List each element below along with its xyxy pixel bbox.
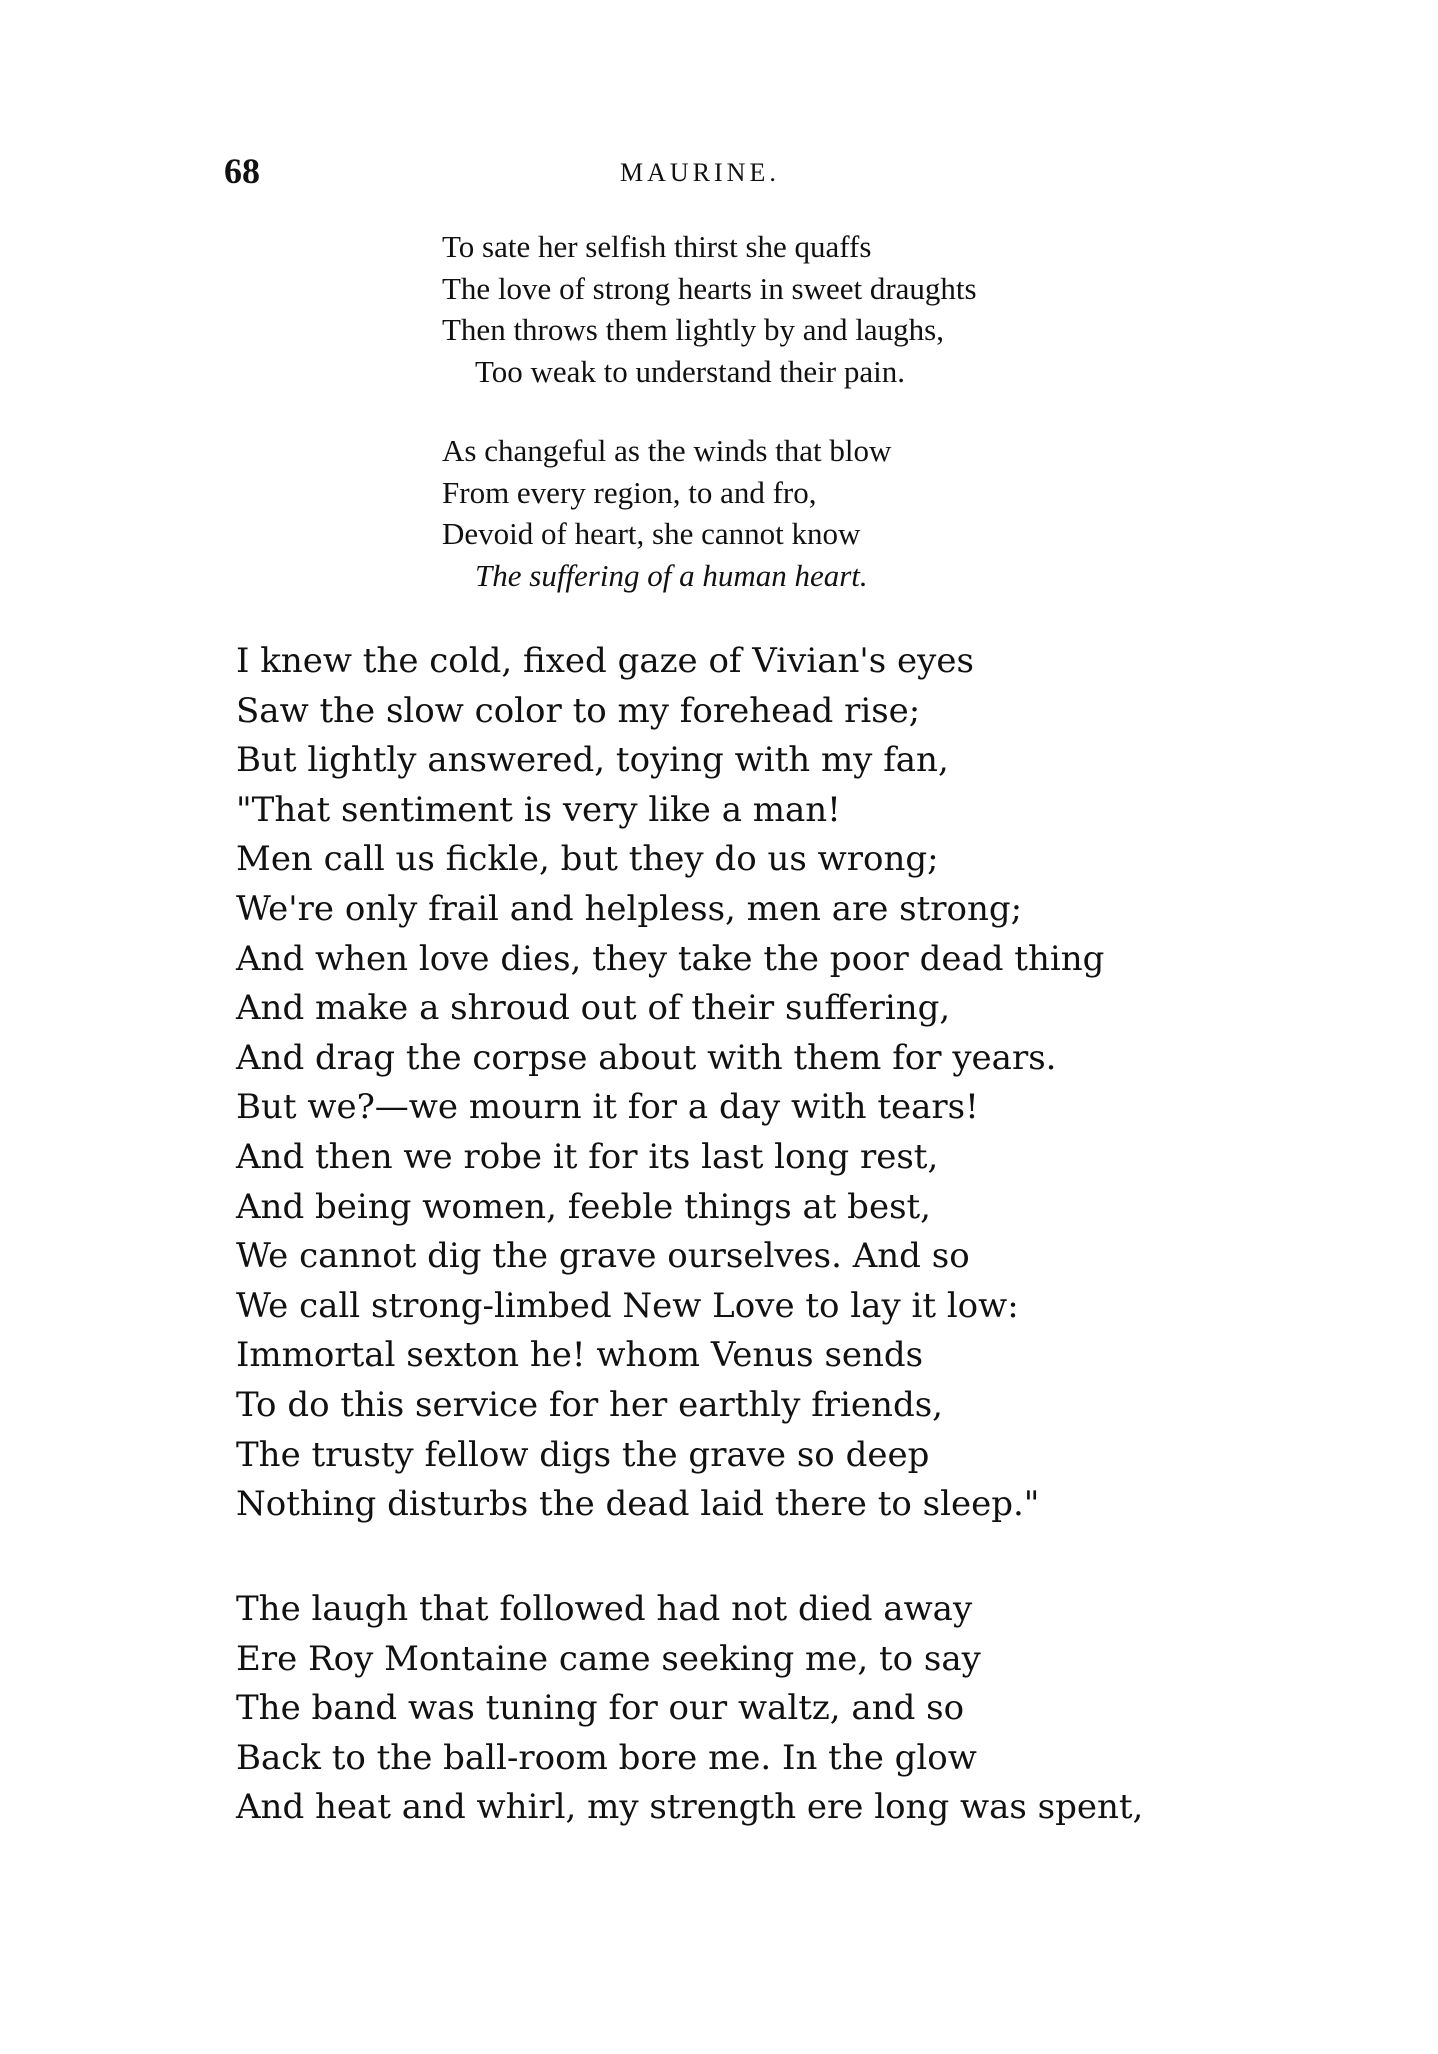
verse-line: We call strong-limbed New Love to lay it low: [236,1285,1019,1326]
verse-line: The trusty fellow digs the grave so deep [236,1434,930,1475]
verse-line: I knew the cold, fixed gaze of Vivian's eyes [236,641,974,681]
verse-line: Saw the slow color to my forehead rise; [236,690,921,731]
quote-line: Then throws them lightly by and laughs, [442,312,944,347]
verse-line: Immortal sexton he! whom Venus sends [236,1335,924,1376]
verse-paragraph [236,637,1104,1530]
quote-line: The suffering of a human heart. [475,557,868,593]
quote-line: From every region, to and fro, [442,474,817,510]
quoted-stanza [442,226,977,392]
verse-line: Back to the ball-room bore me. In the glow [236,1737,977,1778]
verse-line: And drag the corpse about with them for years. [236,1037,1057,1078]
verse-line: "That sentiment is very like a man! [236,789,841,830]
verse-line: The band was tuning for our waltz, and so [236,1688,965,1729]
verse-line: And make a shroud out of their suffering, [236,988,951,1029]
verse-line: Ere Roy Montaine came seeking me, to say [236,1638,981,1679]
verse-line: To do this service for her earthly friends, [236,1384,943,1425]
verse-line: Men call us fickle, but they do us wrong; [236,839,939,880]
verse-line: And heat and whirl, my strength ere long was spent, [236,1787,1144,1828]
verse-line: The laugh that followed had not died away [236,1589,973,1629]
verse-line: But lightly answered, toying with my fan, [236,740,949,781]
quote-line: As changeful as the winds that blow [442,433,892,468]
quote-line: To sate her selfish thirst she quaffs [442,229,872,264]
verse-paragraph [236,1585,1143,1833]
quote-line: Too weak to understand their pain. [475,353,905,389]
quote-line: The love of strong hearts in sweet draughts [442,270,977,306]
verse-line: And then we robe it for its last long rest, [236,1136,939,1177]
page-number: 68 [224,151,260,191]
verse-line: Nothing disturbs the dead laid there to sleep." [236,1484,1040,1525]
quote-line: Devoid of heart, she cannot know [442,516,861,551]
running-head: MAURINE. [620,158,780,187]
verse-line: And when love dies, they take the poor dead thing [236,938,1105,979]
verse-line: And being women, feeble things at best, [236,1186,931,1227]
quoted-stanza [442,430,891,596]
verse-line: But we?—we mourn it for a day with tears! [236,1087,979,1128]
verse-line: We cannot dig the grave ourselves. And so [236,1236,970,1277]
verse-line: We're only frail and helpless, men are strong; [236,888,1023,929]
